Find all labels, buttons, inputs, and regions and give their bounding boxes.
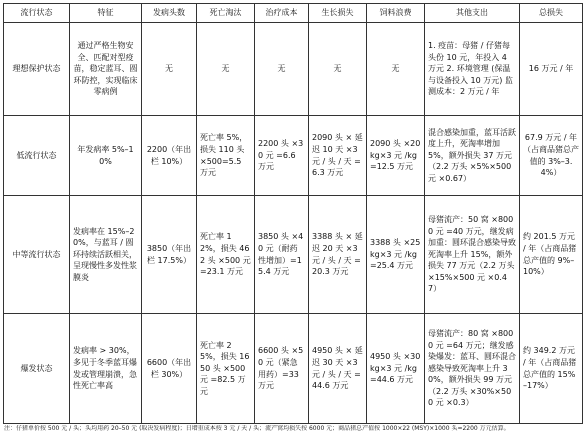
cell-state: 理想保护状态	[4, 23, 70, 116]
cell-growth: 3388 头 × 延迟 20 天 ×3 元 / 头 / 天 =20.3 万元	[309, 196, 367, 314]
header-cell-feed: 饲料浪费	[367, 4, 425, 23]
cell-total: 67.9 万元 / 年（占商品猪总产值的 3%–3.4%）	[520, 116, 583, 196]
cell-cases: 6600（年出栏 30%）	[142, 314, 197, 424]
cell-treatment: 2200 头 ×30 元 =6.6 万元	[255, 116, 309, 196]
cell-other: 1. 疫苗：母猪 / 仔猪每头份 10 元，年投入 4 万元 2. 环境管理 (保温与设备投入 10 万元) 监测成本：2 万元 / 年	[425, 23, 520, 116]
cell-feed: 无	[367, 23, 425, 116]
table-row	[4, 116, 583, 196]
cell-cases: 2200（年出栏 10%）	[142, 116, 197, 196]
loss-table	[3, 3, 583, 424]
cell-trait: 通过严格生物安全、匹配对型疫苗，稳定蓝耳、圆环防控，实现临床零病例	[70, 23, 142, 116]
cell-other: 母猪流产：80 窝 ×8000 元 =64 万元；继发感染爆发：蓝耳、圆环混合感染导致死淘率上升 30%，额外损失 99 万元（2.2 万头 ×30%×500 元 ×0.3）	[425, 314, 520, 424]
cell-treatment: 无	[255, 23, 309, 116]
header-cell-total: 总损失	[520, 4, 583, 23]
header-cell-trait: 特征	[70, 4, 142, 23]
cell-state: 爆发状态	[4, 314, 70, 424]
cell-feed: 3388 头 ×25kg×3 元 /kg=25.4 万元	[367, 196, 425, 314]
table-row	[4, 314, 583, 424]
cell-death: 死亡率 12%，损失 462 头 ×500 元 =23.1 万元	[197, 196, 255, 314]
cell-total: 约 349.2 万元 / 年（占商品猪总产值的 15%–17%）	[520, 314, 583, 424]
header-cell-cases: 发病头数	[142, 4, 197, 23]
cell-trait: 发病率在 15%–20%，与蓝耳 / 圆环持续活跃相关，呈现慢性多发性浆膜炎	[70, 196, 142, 314]
cell-trait: 发病率 > 30%，多见于冬季蓝耳爆发或管理崩溃，急性死亡率高	[70, 314, 142, 424]
cell-state: 低流行状态	[4, 116, 70, 196]
header-cell-other: 其他支出	[425, 4, 520, 23]
cell-death: 死亡率 5%，损失 110 头×500=5.5 万元	[197, 116, 255, 196]
cell-cases: 无	[142, 23, 197, 116]
cell-other: 混合感染加重，蓝耳活跃度上升，死淘率增加 5%，额外损失 37 万元（2.2 万头 ×5%×500 元 ×0.67）	[425, 116, 520, 196]
table-footnote: 注：仔猪单价按 500 元 / 头；头均用药 20–50 元 (取决发病程度)；日增重成本按 3 元 / 天 / 头；流产窝均损失按 6000 元；商品猪总产值按 1000×22 (MSY)×1000 头=2200 万元估算。	[4, 425, 510, 432]
cell-total: 16 万元 / 年	[520, 23, 583, 116]
cell-cases: 3850（年出栏 17.5%）	[142, 196, 197, 314]
cell-growth: 2090 头 × 延迟 10 天 ×3 元 / 头 / 天 =6.3 万元	[309, 116, 367, 196]
header-cell-treatment: 治疗成本	[255, 4, 309, 23]
cell-feed: 2090 头 ×20kg×3 元 /kg=12.5 万元	[367, 116, 425, 196]
cell-treatment: 3850 头 ×40 元（耐药性增加）=15.4 万元	[255, 196, 309, 314]
cell-total: 约 201.5 万元 / 年（占商品猪总产值的 9%–10%）	[520, 196, 583, 314]
cell-feed: 4950 头 ×30kg×3 元 /kg=44.6 万元	[367, 314, 425, 424]
cell-treatment: 6600 头 ×50 元（紧急用药）=33 万元	[255, 314, 309, 424]
table-row	[4, 196, 583, 314]
table-header-row	[4, 4, 583, 23]
cell-growth: 4950 头 × 延迟 30 天 ×3 元 / 头 / 天 =44.6 万元	[309, 314, 367, 424]
header-cell-state: 流行状态	[4, 4, 70, 23]
cell-state: 中等流行状态	[4, 196, 70, 314]
cell-other: 母猪流产：50 窝 ×8000 元 =40 万元，继发病加重：圆环混合感染导致死淘率上升 15%，额外损失 77 万元（2.2 万头 ×15%×500 元 ×0.47）	[425, 196, 520, 314]
cell-growth: 无	[309, 23, 367, 116]
header-cell-growth: 生长损失	[309, 4, 367, 23]
cell-death: 无	[197, 23, 255, 116]
cell-trait: 年发病率 5%–10%	[70, 116, 142, 196]
table-row	[4, 23, 583, 116]
cell-death: 死亡率 25%，损失 1650 头 ×500 元 =82.5 万元	[197, 314, 255, 424]
header-cell-death: 死亡淘汰	[197, 4, 255, 23]
